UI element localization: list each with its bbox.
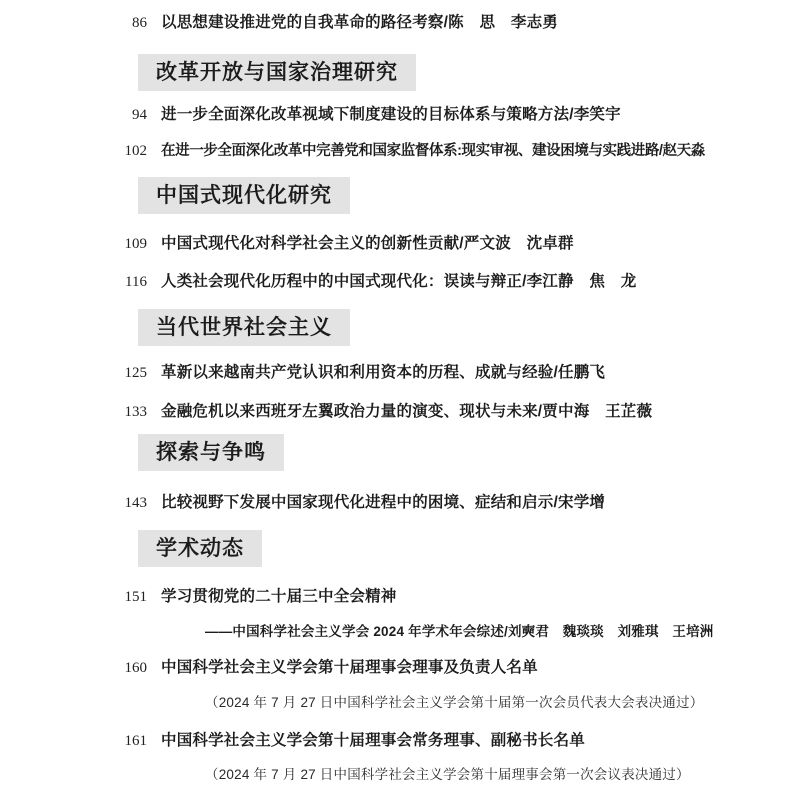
page-number: 151	[124, 589, 147, 605]
toc-entry	[95, 14, 799, 32]
article-title: 在进一步全面深化改革中完善党和国家监督体系:现实审视、建设困境与实践进路/赵天淼	[161, 143, 705, 159]
entry-note: （2024 年 7 月 27 日中国科学社会主义学会第十届理事会第一次会议表决通过）	[205, 767, 690, 782]
section-header: 探索与争鸣	[138, 434, 284, 471]
toc-entry	[95, 273, 799, 291]
toc-entry	[95, 364, 799, 382]
article-title: 中国式现代化对科学社会主义的创新性贡献/严文波 沈卓群	[161, 235, 574, 252]
toc-entry	[95, 106, 799, 124]
toc-entry	[95, 494, 799, 512]
toc-entry	[95, 143, 799, 160]
toc-entry	[95, 235, 799, 253]
page-number: 94	[132, 107, 147, 123]
page-number: 133	[124, 404, 147, 420]
section-header: 中国式现代化研究	[138, 177, 350, 214]
toc-entry	[95, 659, 799, 677]
toc-entry	[95, 732, 799, 750]
page-number: 161	[124, 733, 147, 749]
article-title: 中国科学社会主义学会第十届理事会常务理事、副秘书长名单	[161, 732, 585, 749]
article-title: 中国科学社会主义学会第十届理事会理事及负责人名单	[161, 659, 538, 676]
article-title: 比较视野下发展中国家现代化进程中的困境、症结和启示/宋学增	[161, 494, 606, 511]
page-number: 160	[124, 660, 147, 676]
page-number: 102	[124, 143, 147, 159]
section-header: 学术动态	[138, 530, 262, 567]
article-subtitle: ——中国科学社会主义学会 2024 年学术年会综述/刘奭君 魏琰琰 刘雅琪 王培洲	[205, 624, 714, 639]
page-number: 86	[132, 15, 147, 31]
article-title: 人类社会现代化历程中的中国式现代化：误读与辩正/李江静 焦 龙	[161, 273, 637, 290]
page-number: 125	[124, 365, 147, 381]
article-title: 金融危机以来西班牙左翼政治力量的演变、现状与未来/贾中海 王芷薇	[161, 403, 653, 420]
section-header: 改革开放与国家治理研究	[138, 54, 416, 91]
page-number: 143	[124, 495, 147, 511]
page-number: 116	[125, 274, 147, 290]
article-title: 进一步全面深化改革视域下制度建设的目标体系与策略方法/李笑宇	[161, 106, 621, 123]
article-title: 学习贯彻党的二十届三中全会精神	[161, 588, 397, 605]
toc-entry	[95, 588, 799, 606]
article-title: 革新以来越南共产党认识和利用资本的历程、成就与经验/任鹏飞	[161, 364, 606, 381]
page-number: 109	[124, 236, 147, 252]
section-header: 当代世界社会主义	[138, 309, 350, 346]
entry-note: （2024 年 7 月 27 日中国科学社会主义学会第十届第一次会员代表大会表决通过）	[205, 695, 704, 710]
article-title: 以思想建设推进党的自我革命的路径考察/陈 思 李志勇	[161, 14, 559, 31]
toc-entry	[95, 403, 799, 421]
